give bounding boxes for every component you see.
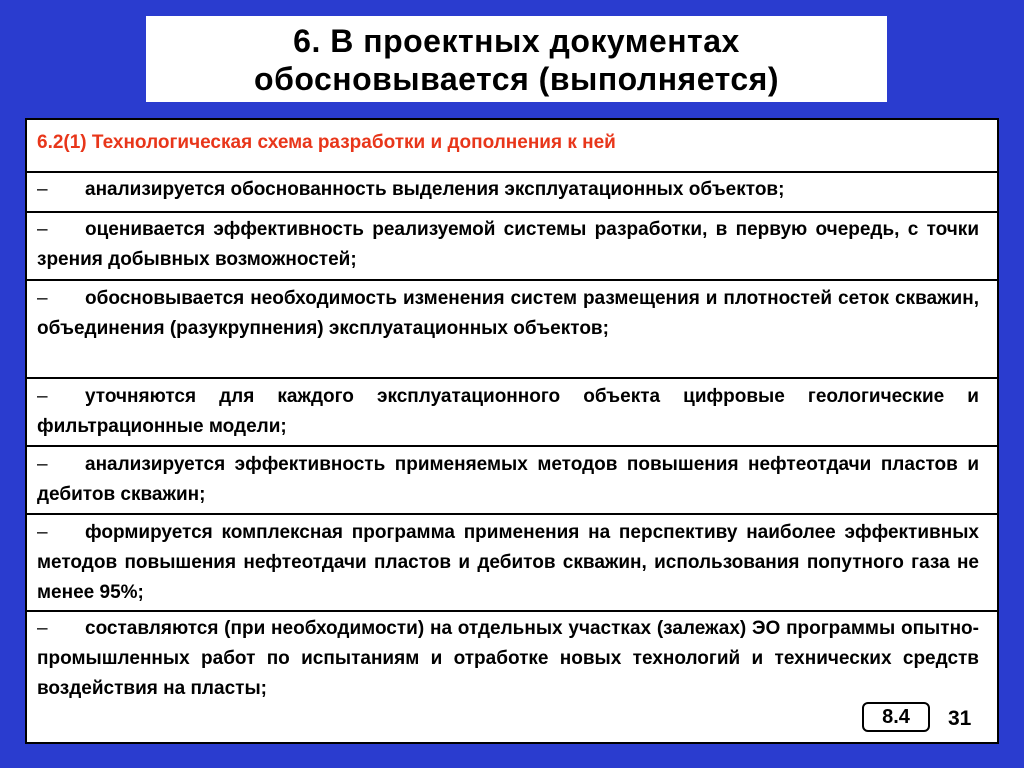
dash-bullet: – <box>37 179 48 200</box>
table-header-row <box>27 120 997 173</box>
table-row <box>27 379 997 447</box>
item-text: составляются (при необходимости) на отдельных участках (залежах) ЭО программы опытно-промышленных работ по испытаниям и отработке новых технологий и технических средств воздействия на пласты; <box>37 618 979 699</box>
slide-title <box>146 16 887 102</box>
table-row <box>27 515 997 612</box>
dash-bullet: – <box>37 386 48 407</box>
item-text: анализируется эффективность применяемых методов повышения нефтеотдачи пластов и дебитов скважин; <box>37 454 979 505</box>
table-row <box>27 447 997 515</box>
table-row <box>27 173 997 213</box>
slide-title-line-1: 6. В проектных документах <box>293 23 740 59</box>
dash-bullet: – <box>37 454 48 475</box>
section-heading: 6.2(1) Технологическая схема разработки и дополнения к ней <box>37 132 616 153</box>
section-badge: 8.4 <box>862 702 930 732</box>
item-text: анализируется обоснованность выделения эксплуатационных объектов; <box>85 179 785 200</box>
item-text: формируется комплексная программа применения на перспективу наиболее эффективных методов повышения нефтеотдачи пластов и дебитов скважин, использования попутного газа не менее 95%; <box>37 522 979 603</box>
item-text: уточняются для каждого эксплуатационного объекта цифровые геологические и фильтрационные модели; <box>37 386 979 437</box>
dash-bullet: – <box>37 522 48 543</box>
dash-bullet: – <box>37 219 48 240</box>
dash-bullet: – <box>37 288 48 309</box>
table-row <box>27 612 997 742</box>
dash-bullet: – <box>37 618 48 639</box>
page-number: 31 <box>948 707 972 730</box>
content-table <box>25 118 999 744</box>
slide-title-line-2: обосновывается (выполняется) <box>254 61 779 97</box>
table-row <box>27 281 997 379</box>
item-text: обосновывается необходимость изменения систем размещения и плотностей сеток скважин, объединения (разукрупнения) эксплуатационных объектов; <box>37 288 979 339</box>
table-row <box>27 213 997 281</box>
item-text: оценивается эффективность реализуемой системы разработки, в первую очередь, с точки зрения добывных возможностей; <box>37 219 979 270</box>
